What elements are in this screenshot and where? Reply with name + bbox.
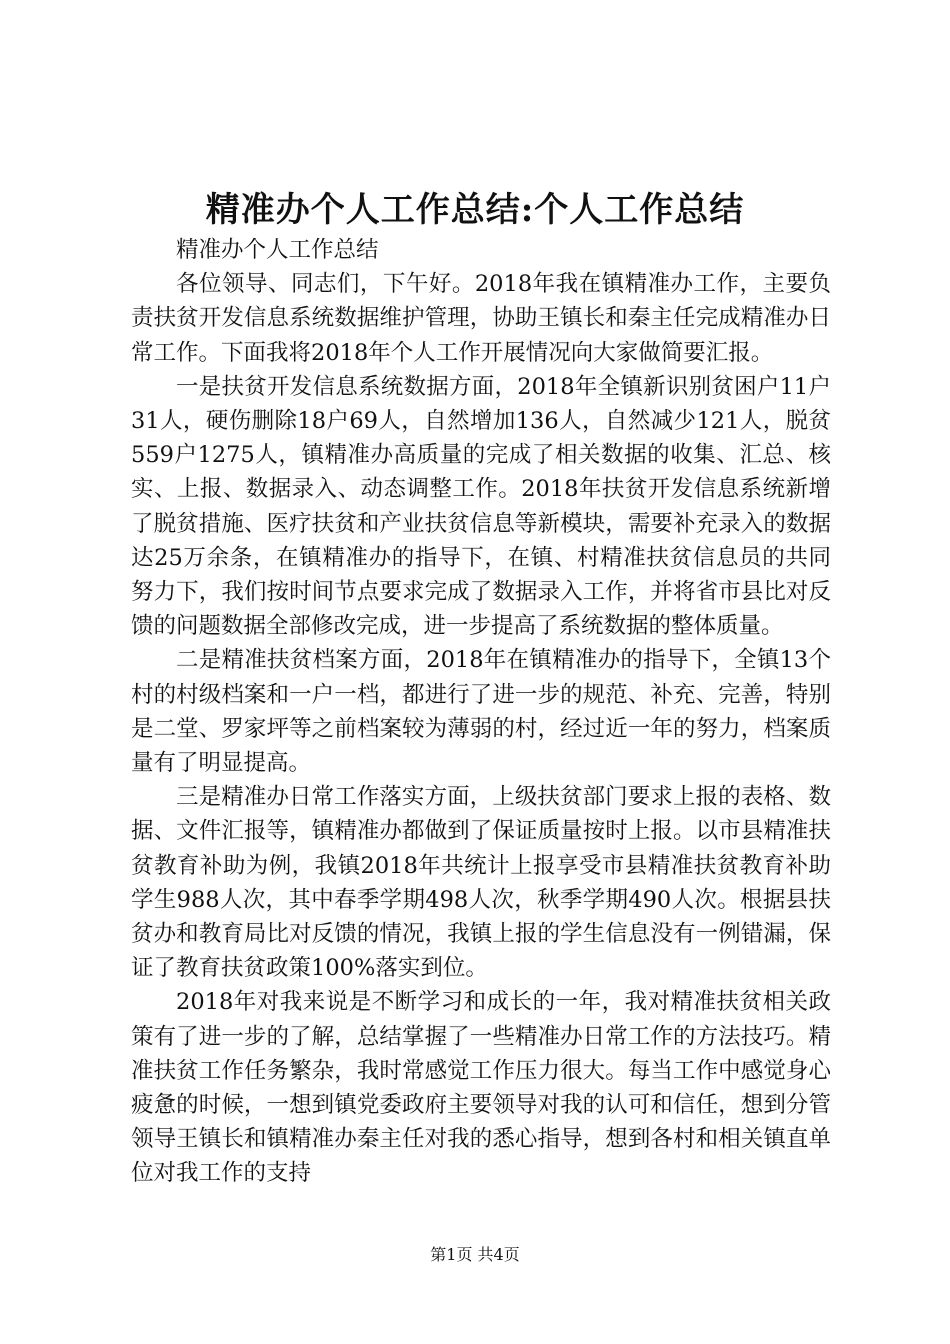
page-footer: 第1页 共4页 [430,1245,520,1264]
paragraph-archives: 二是精准扶贫档案方面，2018年在镇精准办的指导下，全镇13个村的村级档案和一户一档，都进行了进一步的规范、补充、完善，特别是二堂、罗家坪等之前档案较为薄弱的村，经过近一年的努力，档案质量有了明显提高。 [131,647,831,777]
subtitle-paragraph: 精准办个人工作总结 [176,237,379,263]
paragraph-greeting: 各位领导、同志们，下午好。2018年我在镇精准办工作，主要负责扶贫开发信息系统数据维护管理，协助王镇长和秦主任完成精准办日常工作。下面我将2018年个人工作开展情况向大家做简要汇报。 [131,271,831,366]
paragraph-reflection: 2018年对我来说是不断学习和成长的一年，我对精准扶贫相关政策有了进一步的了解，总结掌握了一些精准办日常工作的方法技巧。精准扶贫工作任务繁杂，我时常感觉工作压力很大。每当工作中感觉身心疲惫的时候，一想到镇党委政府主要领导对我的认可和信任，想到分管领导王镇长和镇精准办秦主任对我的悉心指导，想到各村和相关镇直单位对我工作的支持 [131,989,831,1187]
document-title: 精准办个人工作总结:个人工作总结 [205,190,745,230]
paragraph-daily-work: 三是精准办日常工作落实方面，上级扶贫部门要求上报的表格、数据、文件汇报等，镇精准办都做到了保证质量按时上报。以市县精准扶贫教育补助为例，我镇2018年共统计上报享受市县精准扶贫教育补助学生988人次，其中春季学期498人次，秋季学期490人次。根据县扶贫办和教育局比对反馈的情况，我镇上报的学生信息没有一例错漏，保证了教育扶贫政策100%落实到位。 [131,784,831,982]
document-body [131,233,831,1191]
paragraph-system-data: 一是扶贫开发信息系统数据方面，2018年全镇新识别贫困户11户31人，硬伤删除18户69人，自然增加136人，自然减少121人，脱贫559户1275人，镇精准办高质量的完成了相关数据的收集、汇总、核实、上报、数据录入、动态调整工作。2018年扶贫开发信息系统新增了脱贫措施、医疗扶贫和产业扶贫信息等新模块，需要补充录入的数据达25万余条，在镇精准办的指导下，在镇、村精准扶贫信息员的共同努力下，我们按时间节点要求完成了数据录入工作，并将省市县比对反馈的问题数据全部修改完成，进一步提高了系统数据的整体质量。 [131,373,831,640]
